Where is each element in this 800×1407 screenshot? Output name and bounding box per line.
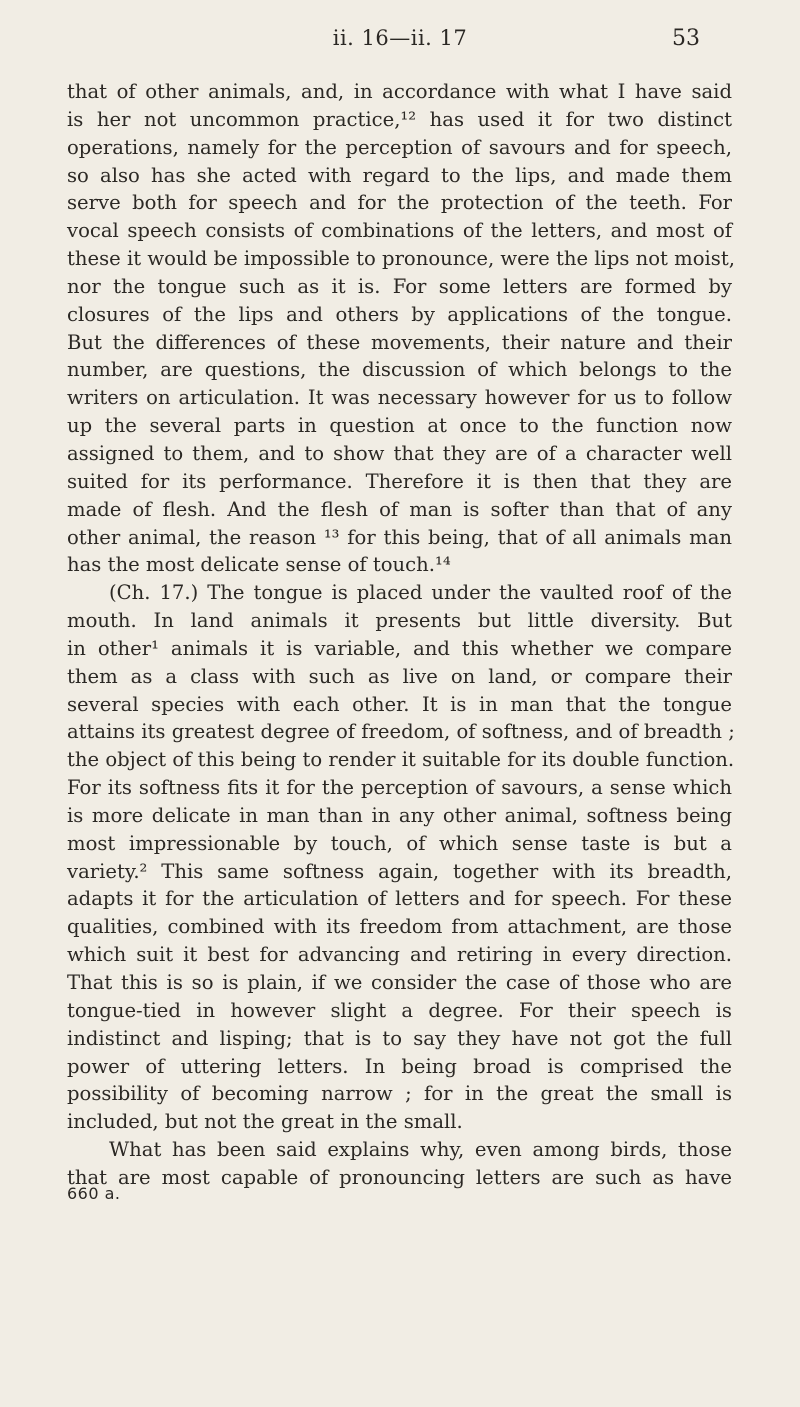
text-line: operations, namely for the perception of savours and for speech, [67,135,732,159]
text-line: in other¹ animals it is variable, and this whether we compare [67,636,732,660]
page-number: 53 [672,26,700,51]
text-line: several species with each other. It is in man that the tongue [67,692,732,716]
text-line: made of flesh. And the flesh of man is softer than that of any [67,497,732,521]
text-line: tongue-tied in however slight a degree. For their speech is [67,998,732,1022]
paragraph-start-line: What has been said explains why, even among birds, those [109,1138,732,1162]
text-line: serve both for speech and for the protection of the teeth. For [67,191,732,215]
text-line: suited for its performance. Therefore it is then that they are [67,469,732,493]
text-line: assigned to them, and to show that they are of a character well [67,441,732,465]
chapter-start-line: (Ch. 17.) The tongue is placed under the vaulted roof of the [109,581,732,605]
text-line: other animal, the reason ¹³ for this being, that of all animals man [67,525,732,549]
text-line: the object of this being to render it suitable for its double function. [67,748,735,772]
text-line: possibility of becoming narrow ; for in the great the small is [67,1082,732,1106]
text-line: closures of the lips and others by applications of the tongue. [67,302,732,326]
body-text [67,78,735,1204]
running-head: ii. 16—ii. 17 [332,26,468,50]
text-line: has the most delicate sense of touch.¹⁴ [67,553,451,577]
text-line: mouth. In land animals it presents but little diversity. But [67,609,732,633]
text-line: most impressionable by touch, of which sense taste is but a [67,831,732,855]
text-line: indistinct and lisping; that is to say they have not got the full [67,1026,732,1050]
text-line: That this is so is plain, if we consider the case of those who are [67,971,732,994]
text-line: that are most capable of pronouncing letters are such as have [67,1165,732,1189]
text-line: number, are questions, the discussion of which belongs to the [67,358,732,382]
text-line: vocal speech consists of combinations of the letters, and most of [67,219,732,243]
text-line: up the several parts in question at once to the function now [67,414,732,438]
text-line: For its softness fits it for the perception of savours, a sense which [67,776,732,800]
text-line: included, but not the great in the small. [67,1110,463,1134]
text-line: is more delicate in man than in any other animal, softness being [67,803,732,827]
text-line: variety.² This same softness again, together with its breadth, [67,859,732,883]
text-line: nor the tongue such as it is. For some letters are formed by [67,274,732,298]
text-line: writers on articulation. It was necessary however for us to follow [67,386,732,410]
text-line: qualities, combined with its freedom from attachment, are those [67,915,732,939]
text-line: that of other animals, and, in accordance with what I have said [67,80,732,103]
text-line: so also has she acted with regard to the lips, and made them [67,163,732,187]
signature-mark: 660 a. [67,1183,121,1203]
text-line: which suit it best for advancing and retiring in every direction. [67,943,732,967]
text-line: attains its greatest degree of freedom, of softness, and of breadth ; [67,720,735,744]
page-header [0,26,800,60]
text-line: them as a class with such as live on land, or compare their [67,664,732,688]
text-line: is her not uncommon practice,¹² has used it for two distinct [67,107,732,131]
text-line: these it would be impossible to pronounce, were the lips not moist, [67,247,735,271]
text-line: But the differences of these movements, their nature and their [67,330,732,354]
text-line: adapts it for the articulation of letters and for speech. For these [67,887,732,911]
text-line: power of uttering letters. In being broad is comprised the [67,1054,732,1078]
